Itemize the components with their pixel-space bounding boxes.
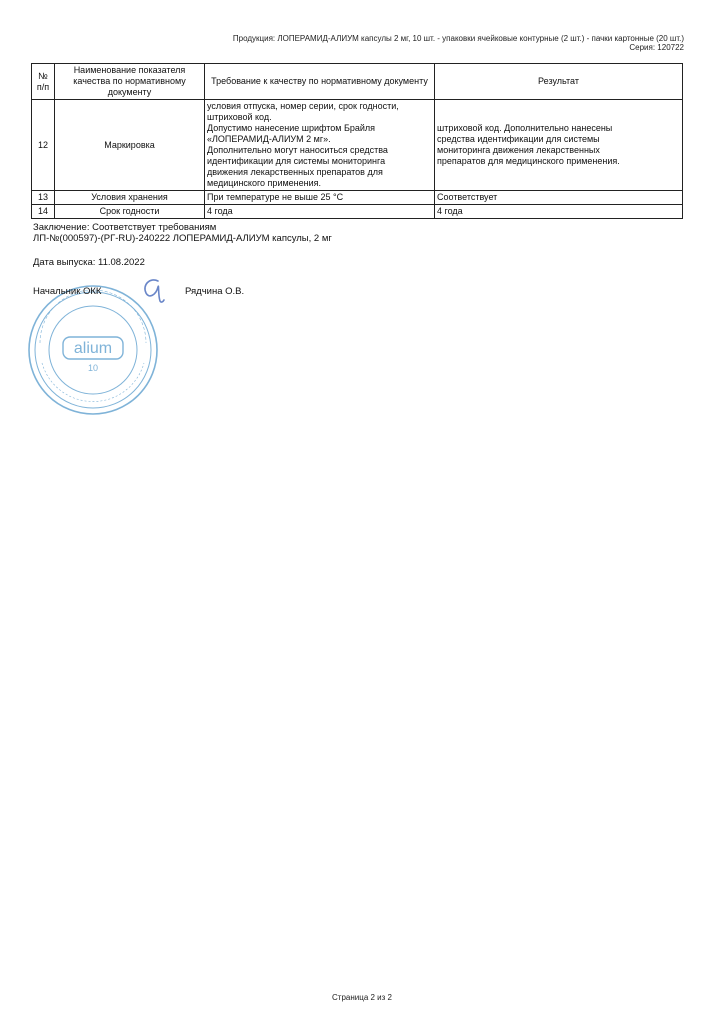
conclusion-line-2: ЛП-№(000597)-(РГ-RU)-240222 ЛОПЕРАМИД-АЛИУМ капсулы, 2 мг: [33, 233, 332, 244]
cell-requirement: При температуре не выше 25 °С: [205, 191, 435, 205]
header-series-line: Серия: 120722: [629, 43, 684, 52]
table-row: [32, 191, 683, 205]
cell-num: 13: [32, 191, 55, 205]
table-row: [32, 205, 683, 219]
signatory-name: Рядчина О.В.: [185, 286, 245, 297]
handwritten-signature: [138, 275, 170, 305]
col-header-name: Наименование показателя качества по нормативному документу: [55, 64, 205, 100]
requirement-line: штриховой код.: [207, 112, 272, 122]
requirement-line: движения лекарственных препаратов для: [207, 167, 383, 177]
requirement-line: Дополнительно могут наноситься средства: [207, 145, 388, 155]
signatory-position: Начальник ОКК: [33, 286, 102, 297]
cell-requirement: 4 года: [205, 205, 435, 219]
requirement-line: Допустимо нанесение шрифтом Брайля: [207, 123, 376, 133]
requirement-line: идентификации для системы мониторинга: [207, 156, 386, 166]
quality-table: [31, 63, 683, 219]
cell-name: Условия хранения: [55, 191, 205, 205]
page-number: Страница 2 из 2: [332, 993, 392, 1002]
requirement-line: условия отпуска, номер серии, срок годности,: [207, 101, 399, 111]
requirement-line: «ЛОПЕРАМИД-АЛИУМ 2 мг».: [207, 134, 331, 144]
result-line: мониторинга движения лекарственных: [437, 145, 600, 155]
col-header-num: № п/п: [32, 64, 55, 100]
col-header-requirement: Требование к качеству по нормативному документу: [205, 64, 435, 100]
conclusion-line-1: Заключение: Соответствует требованиям: [33, 222, 217, 233]
stamp-brand: alium: [73, 340, 113, 357]
issue-date: Дата выпуска: 11.08.2022: [33, 257, 145, 268]
header-product-line: Продукция: ЛОПЕРАМИД-АЛИУМ капсулы 2 мг, 10 шт. - упаковки ячейковые контурные (2 шт.) - пачки картонные (20 шт.): [232, 34, 684, 43]
cell-requirement: [205, 100, 435, 191]
table-header-row: [32, 64, 683, 100]
cell-name: Срок годности: [55, 205, 205, 219]
cell-num: 12: [32, 100, 55, 191]
stamp-number: 10: [87, 363, 99, 373]
col-header-result: Результат: [435, 64, 683, 100]
cell-result: Соответствует: [435, 191, 683, 205]
result-line: штриховой код. Дополнительно нанесены: [437, 123, 613, 133]
cell-name: Маркировка: [55, 100, 205, 191]
cell-num: 14: [32, 205, 55, 219]
result-line: препаратов для медицинского применения.: [437, 156, 620, 166]
cell-result: 4 года: [435, 205, 683, 219]
requirement-line: медицинского применения.: [207, 178, 322, 188]
table-row: [32, 100, 683, 191]
result-line: средства идентификации для системы: [437, 134, 600, 144]
cell-result: [435, 100, 683, 191]
